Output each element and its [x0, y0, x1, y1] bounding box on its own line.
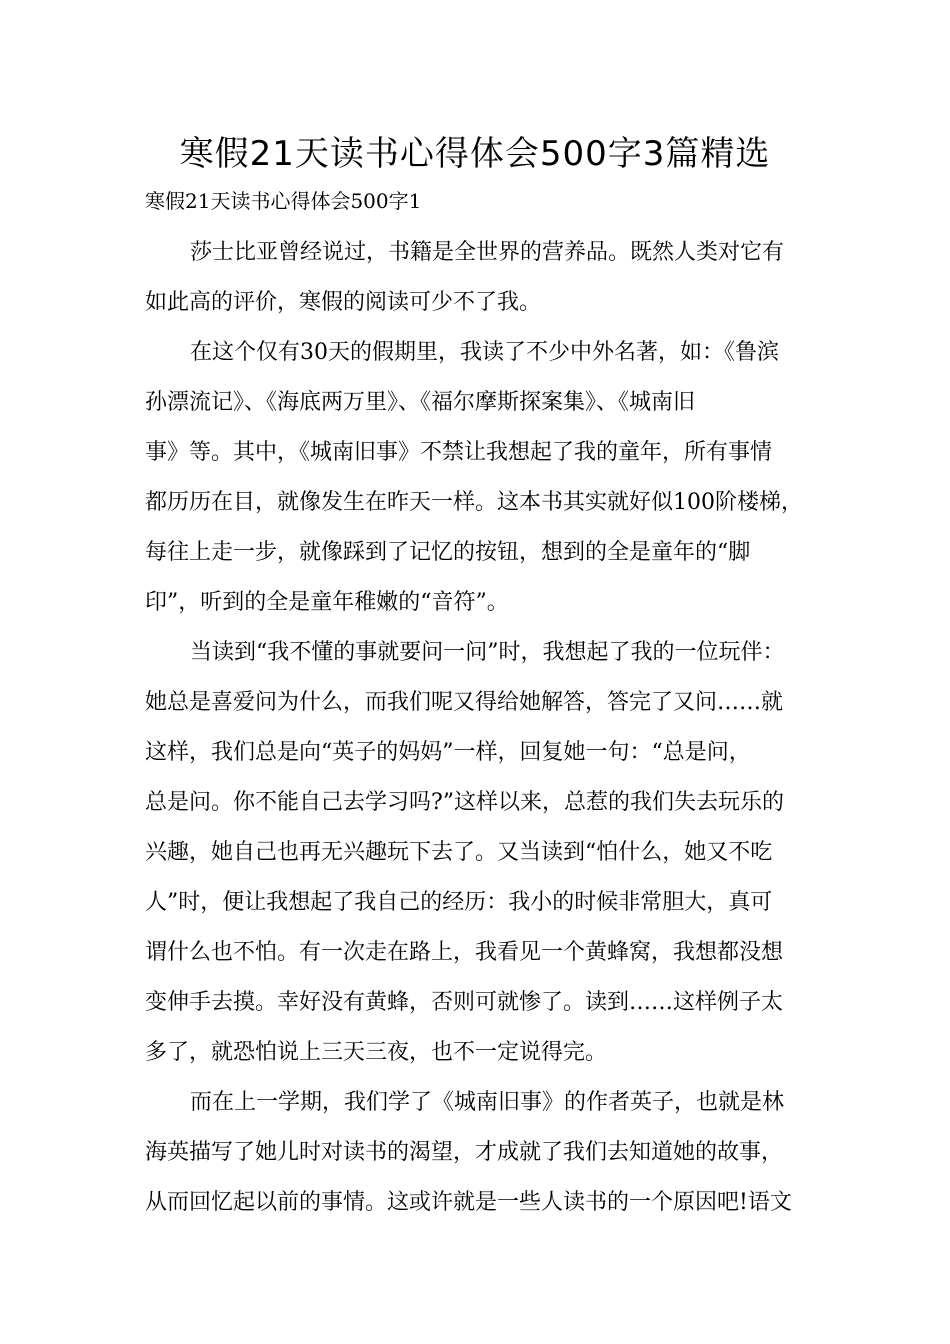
- paragraph-2-line-6: 印”，听到的全是童年稚嫩的“音符”。: [145, 590, 509, 615]
- paragraph-3-line-9: 多了，就恐怕说上三天三夜，也不一定说得完。: [145, 1040, 608, 1065]
- paragraph-2-line-3: 事》等。其中，《城南旧事》不禁让我想起了我的童年，所有事情: [145, 440, 773, 465]
- section-heading: 寒假21天读书心得体会500字1: [145, 189, 422, 213]
- document-body: [145, 228, 825, 1228]
- paragraph-2-line-2: 孙漂流记》、《海底两万里》、《福尔摩斯探案集》、《城南旧: [145, 390, 696, 415]
- paragraph-3-line-1: 当读到“我不懂的事就要问一问”时，我想起了我的一位玩伴：: [190, 640, 785, 665]
- paragraph-3-line-4: 总是问。你不能自己去学习吗?”这样以来，总惹的我们失去玩乐的: [145, 790, 785, 815]
- paragraph-3-line-6: 人”时，便让我想起了我自己的经历：我小的时候非常胆大，真可: [145, 890, 773, 915]
- paragraph-3-line-5: 兴趣，她自己也再无兴趣玩下去了。又当读到“怕什么，她又不吃: [145, 840, 773, 865]
- paragraph-3-line-3: 这样，我们总是向“英子的妈妈”一样，回复她一句：“总是问，: [145, 740, 751, 765]
- paragraph-2-line-5: 每往上走一步，就像踩到了记忆的按钮，想到的全是童年的“脚: [145, 540, 751, 565]
- paragraph-3-line-2: 她总是喜爱问为什么，而我们呢又得给她解答，答完了又问……就: [145, 690, 784, 715]
- paragraph-3-line-8: 变伸手去摸。幸好没有黄蜂，否则可就惨了。读到……这样例子太: [145, 990, 784, 1015]
- paragraph-2-line-1: 在这个仅有30天的假期里，我读了不少中外名著，如：《鲁滨: [190, 340, 779, 365]
- paragraph-2-line-4: 都历历在目，就像发生在昨天一样。这本书其实就好似100阶楼梯，: [145, 490, 803, 515]
- paragraph-1-line-2: 如此高的评价，寒假的阅读可少不了我。: [145, 290, 542, 315]
- paragraph-4-line-2: 海英描写了她儿时对读书的渴望，才成就了我们去知道她的故事，: [145, 1140, 784, 1165]
- paragraph-4-line-3: 从而回忆起以前的事情。这或许就是一些人读书的一个原因吧!语文: [145, 1190, 792, 1215]
- paragraph-1-line-1: 莎士比亚曾经说过，书籍是全世界的营养品。既然人类对它有: [190, 240, 785, 265]
- paragraph-3-line-7: 谓什么也不怕。有一次走在路上，我看见一个黄蜂窝，我想都没想: [145, 940, 784, 965]
- paragraph-4-line-1: 而在上一学期，我们学了《城南旧事》的作者英子，也就是林: [190, 1090, 785, 1115]
- document-title: 寒假21天读书心得体会500字3篇精选: [179, 134, 771, 174]
